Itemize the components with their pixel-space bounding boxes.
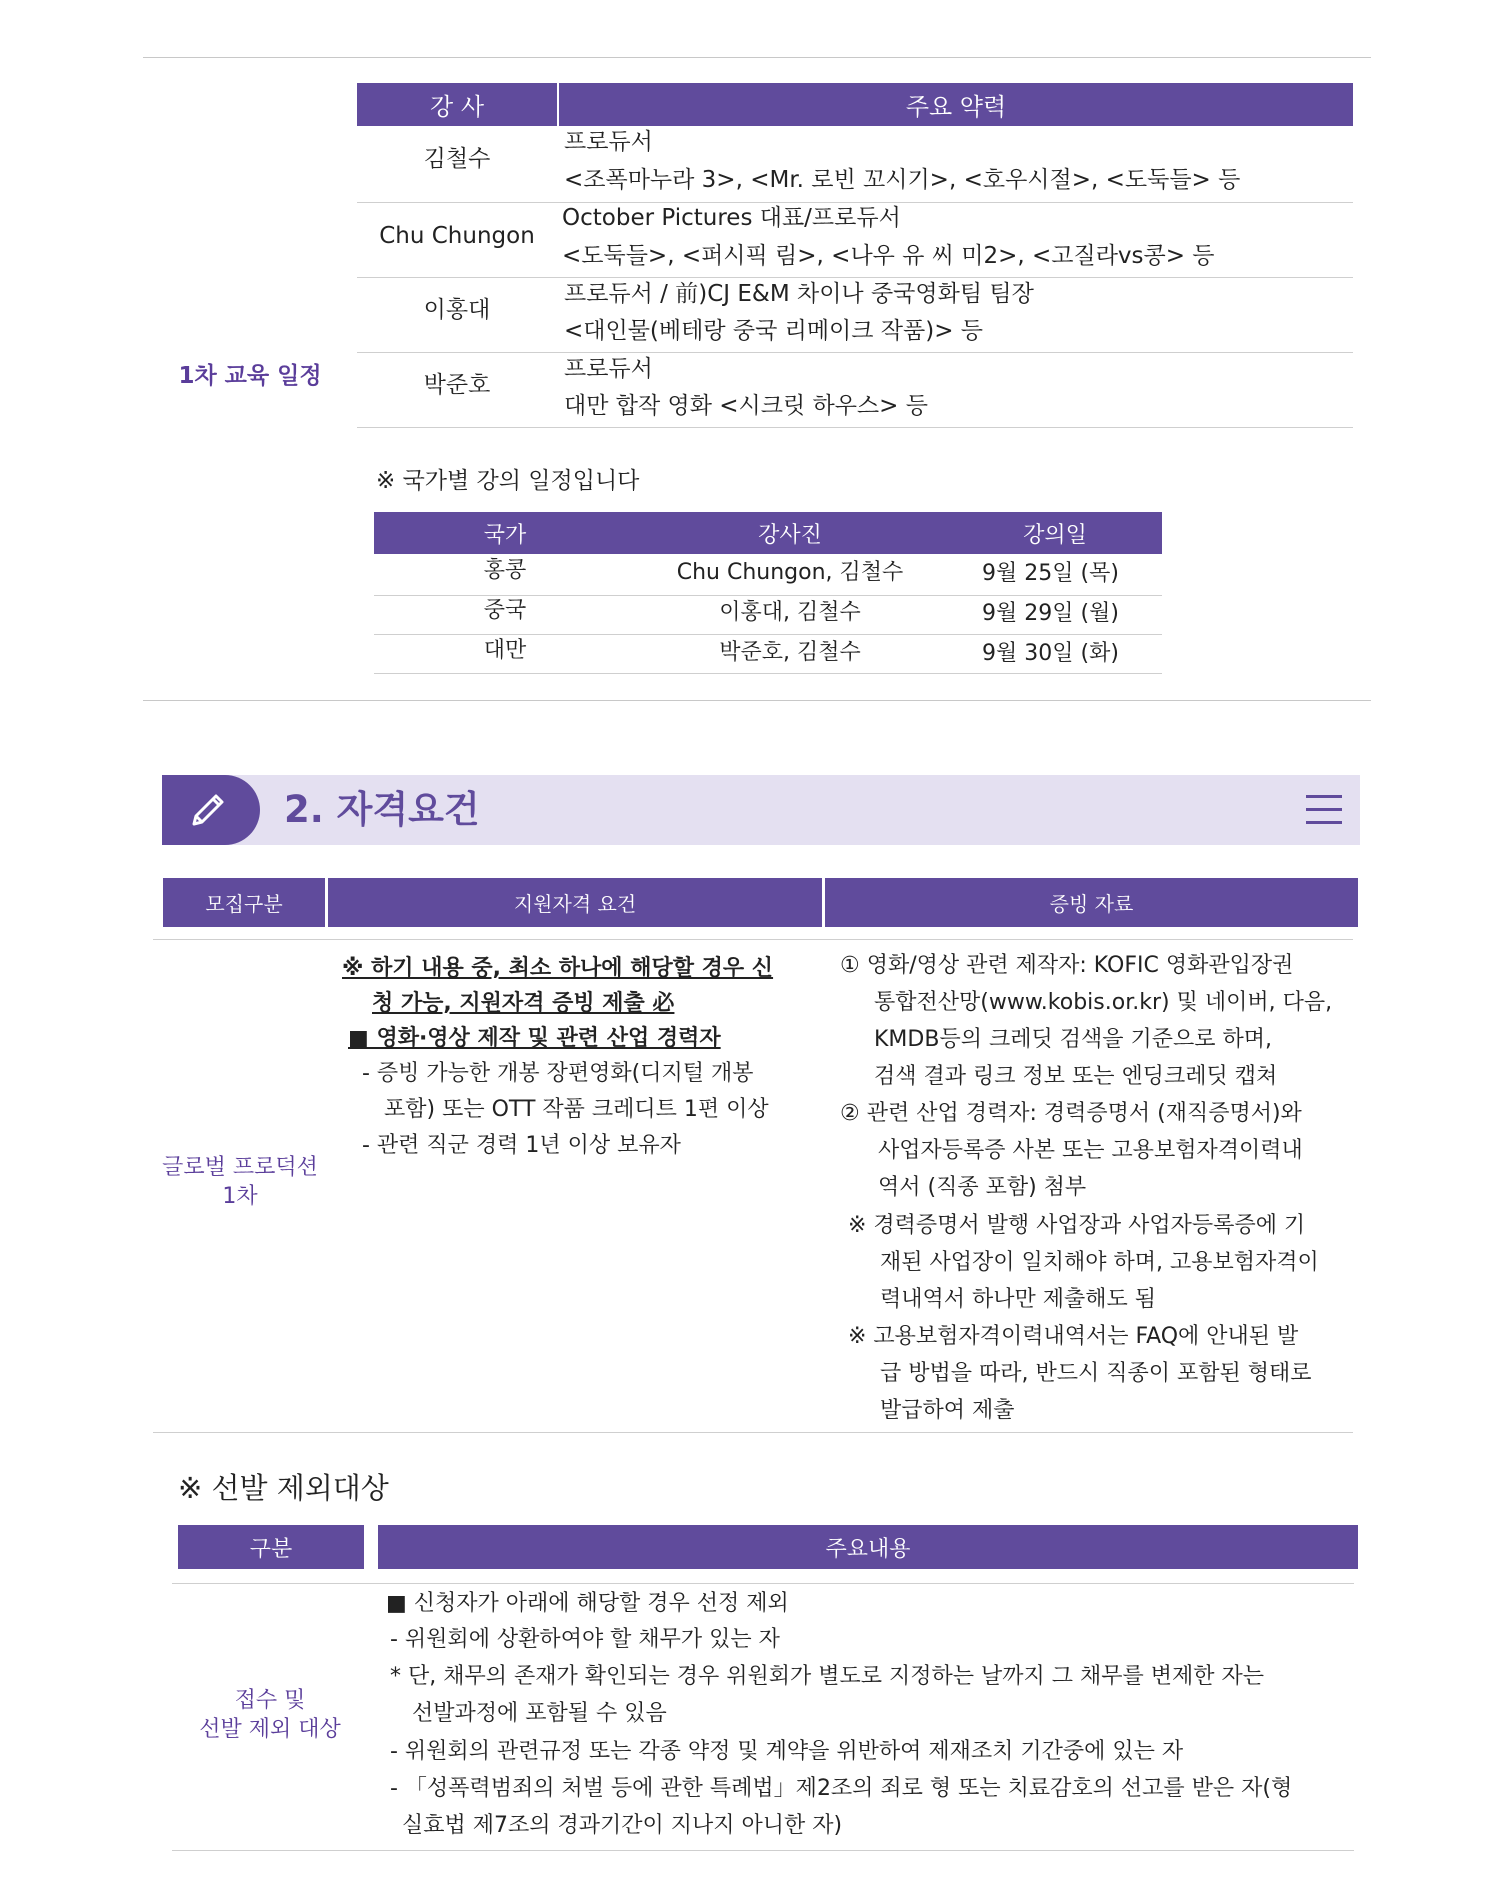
evidence-line: ① 영화/영상 관련 제작자: KOFIC 영화관입장권 [840,953,1294,978]
schedule-header-date: 강의일 [1023,522,1087,548]
row-divider [357,352,1353,353]
pencil-icon [186,788,230,836]
exclusion-line: - 「성폭력범죄의 처벌 등에 관한 특례법」제2조의 죄로 형 또는 치료감호의 선고를 받은 자(형 [390,1776,1293,1801]
exclusion-category-line: 선발 제외 대상 [199,1717,341,1742]
instructor-role: 프로듀서 [564,129,653,155]
exclusion-category [180,1686,360,1744]
evidence-line: 역서 (직종 포함) 첨부 [878,1175,1087,1200]
schedule-header-country: 국가 [483,522,527,548]
row-divider [357,202,1353,203]
requirement-bullet: ■ 영화·영상 제작 및 관련 산업 경력자 [348,1026,721,1051]
exclusion-line: ■ 신청자가 아래에 해당할 경우 선정 제외 [386,1591,789,1616]
evidence-line: ※ 경력증명서 발행 사업장과 사업자등록증에 기 [848,1213,1306,1238]
instructor-works: <대인물(베테랑 중국 리메이크 작품)> 등 [564,318,984,344]
requirement-item: 포함) 또는 OTT 작품 크레디트 1편 이상 [384,1097,769,1122]
instructor-role: 프로듀서 [564,356,653,382]
row-divider [374,673,1162,674]
instructor-header-career: 주요 약력 [559,83,1353,126]
instructor-header-name: 강 사 [357,83,557,126]
schedule-date: 9월 25일 (목) [982,561,1119,586]
instructor-name: Chu Chungon [379,223,535,249]
qual-header-category: 모집구분 [163,878,325,927]
instructor-name: 박준호 [423,372,491,398]
section3-title: ※ 선발 제외대상 [178,1471,389,1505]
exclusion-category-line: 접수 및 [234,1688,306,1713]
requirement-note-line: ※ 하기 내용 중, 최소 하나에 해당할 경우 신 [342,956,774,981]
evidence-line: ② 관련 산업 경력자: 경력증명서 (재직증명서)와 [840,1101,1302,1126]
evidence-line: 사업자등록증 사본 또는 고용보험자격이력내 [878,1138,1303,1163]
exclusion-line: - 위원회에 상환하여야 할 채무가 있는 자 [390,1627,780,1652]
row-divider [357,427,1353,428]
instructor-role: October Pictures 대표/프로듀서 [562,205,901,231]
exclusion-header-content: 주요내용 [378,1525,1358,1569]
instructor-name: 김철수 [423,146,491,172]
schedule-date: 9월 30일 (화) [982,641,1119,666]
instructor-works: <도둑들>, <퍼시픽 림>, <나우 유 씨 미2>, <고질라vs콩> 등 [562,243,1215,269]
exclusion-line: 선발과정에 포함될 수 있음 [412,1701,667,1726]
schedule-instructors: 이홍대, 김철수 [719,600,861,625]
evidence-line: 급 방법을 따라, 반드시 직종이 포함된 형태로 [880,1361,1312,1386]
exclusion-bottom-rule [172,1850,1354,1851]
section1-label: 1차 교육 일정 [178,363,322,389]
requirement-item: - 관련 직군 경력 1년 이상 보유자 [362,1133,681,1158]
instructor-works: 대만 합작 영화 <시크릿 하우스> 등 [564,393,928,419]
instructor-name: 이홍대 [423,297,491,323]
requirement-note-line: 청 가능, 지원자격 증빙 제출 必 [372,991,675,1016]
requirement-item: - 증빙 가능한 개봉 장편영화(디지털 개봉 [362,1061,754,1086]
exclusion-line: - 위원회의 관련규정 또는 각종 약정 및 계약을 위반하여 제재조치 기간중에 있는 자 [390,1739,1184,1764]
section2-title: 2. 자격요건 [284,788,480,831]
exclusion-header-category: 구분 [178,1525,364,1569]
qual-category [150,1153,330,1211]
qual-category-line: 글로벌 프로덕션 [162,1155,318,1180]
row-divider [374,595,1162,596]
evidence-line: 발급하여 제출 [880,1398,1015,1423]
qual-header-evidence: 증빙 자료 [825,878,1358,927]
qual-header-requirements: 지원자격 요건 [328,878,822,927]
evidence-line: KMDB등의 크레딧 검색을 기준으로 하며, [874,1027,1272,1052]
evidence-line: ※ 고용보험자격이력내역서는 FAQ에 안내된 발 [848,1324,1299,1349]
schedule-country: 대만 [483,638,527,663]
exclusion-top-rule [172,1583,1354,1584]
menu-icon[interactable] [1306,792,1342,832]
evidence-line: 재된 사업장이 일치해야 하며, 고용보험자격이 [880,1250,1319,1275]
evidence-line: 력내역서 하나만 제출해도 됨 [880,1287,1157,1312]
qual-bottom-rule [153,1432,1353,1433]
row-divider [374,634,1162,635]
section1-bottom-rule [143,700,1371,701]
evidence-line: 검색 결과 링크 정보 또는 엔딩크레딧 캡쳐 [874,1064,1278,1089]
schedule-note: ※ 국가별 강의 일정입니다 [376,468,640,494]
schedule-instructors: Chu Chungon, 김철수 [676,560,904,585]
section1-top-rule [143,57,1371,58]
schedule-country: 중국 [483,598,527,623]
schedule-header-instructors: 강사진 [758,522,822,548]
row-divider [357,277,1353,278]
exclusion-line: * 단, 채무의 존재가 확인되는 경우 위원회가 별도로 지정하는 날까지 그 채무를 변제한 자는 [390,1664,1264,1689]
instructor-role: 프로듀서 / 前)CJ E&M 차이나 중국영화팀 팀장 [564,281,1034,307]
instructor-works: <조폭마누라 3>, <Mr. 로빈 꼬시기>, <호우시절>, <도둑들> 등 [564,167,1241,193]
schedule-country: 홍콩 [483,558,527,583]
evidence-line: 통합전산망(www.kobis.or.kr) 및 네이버, 다음, [874,990,1333,1015]
schedule-instructors: 박준호, 김철수 [719,640,861,665]
schedule-date: 9월 29일 (월) [982,601,1119,626]
qual-category-line: 1차 [222,1184,258,1209]
qual-top-rule [153,939,1353,940]
exclusion-line: 실효법 제7조의 경과기간이 지나지 아니한 자) [402,1813,843,1838]
